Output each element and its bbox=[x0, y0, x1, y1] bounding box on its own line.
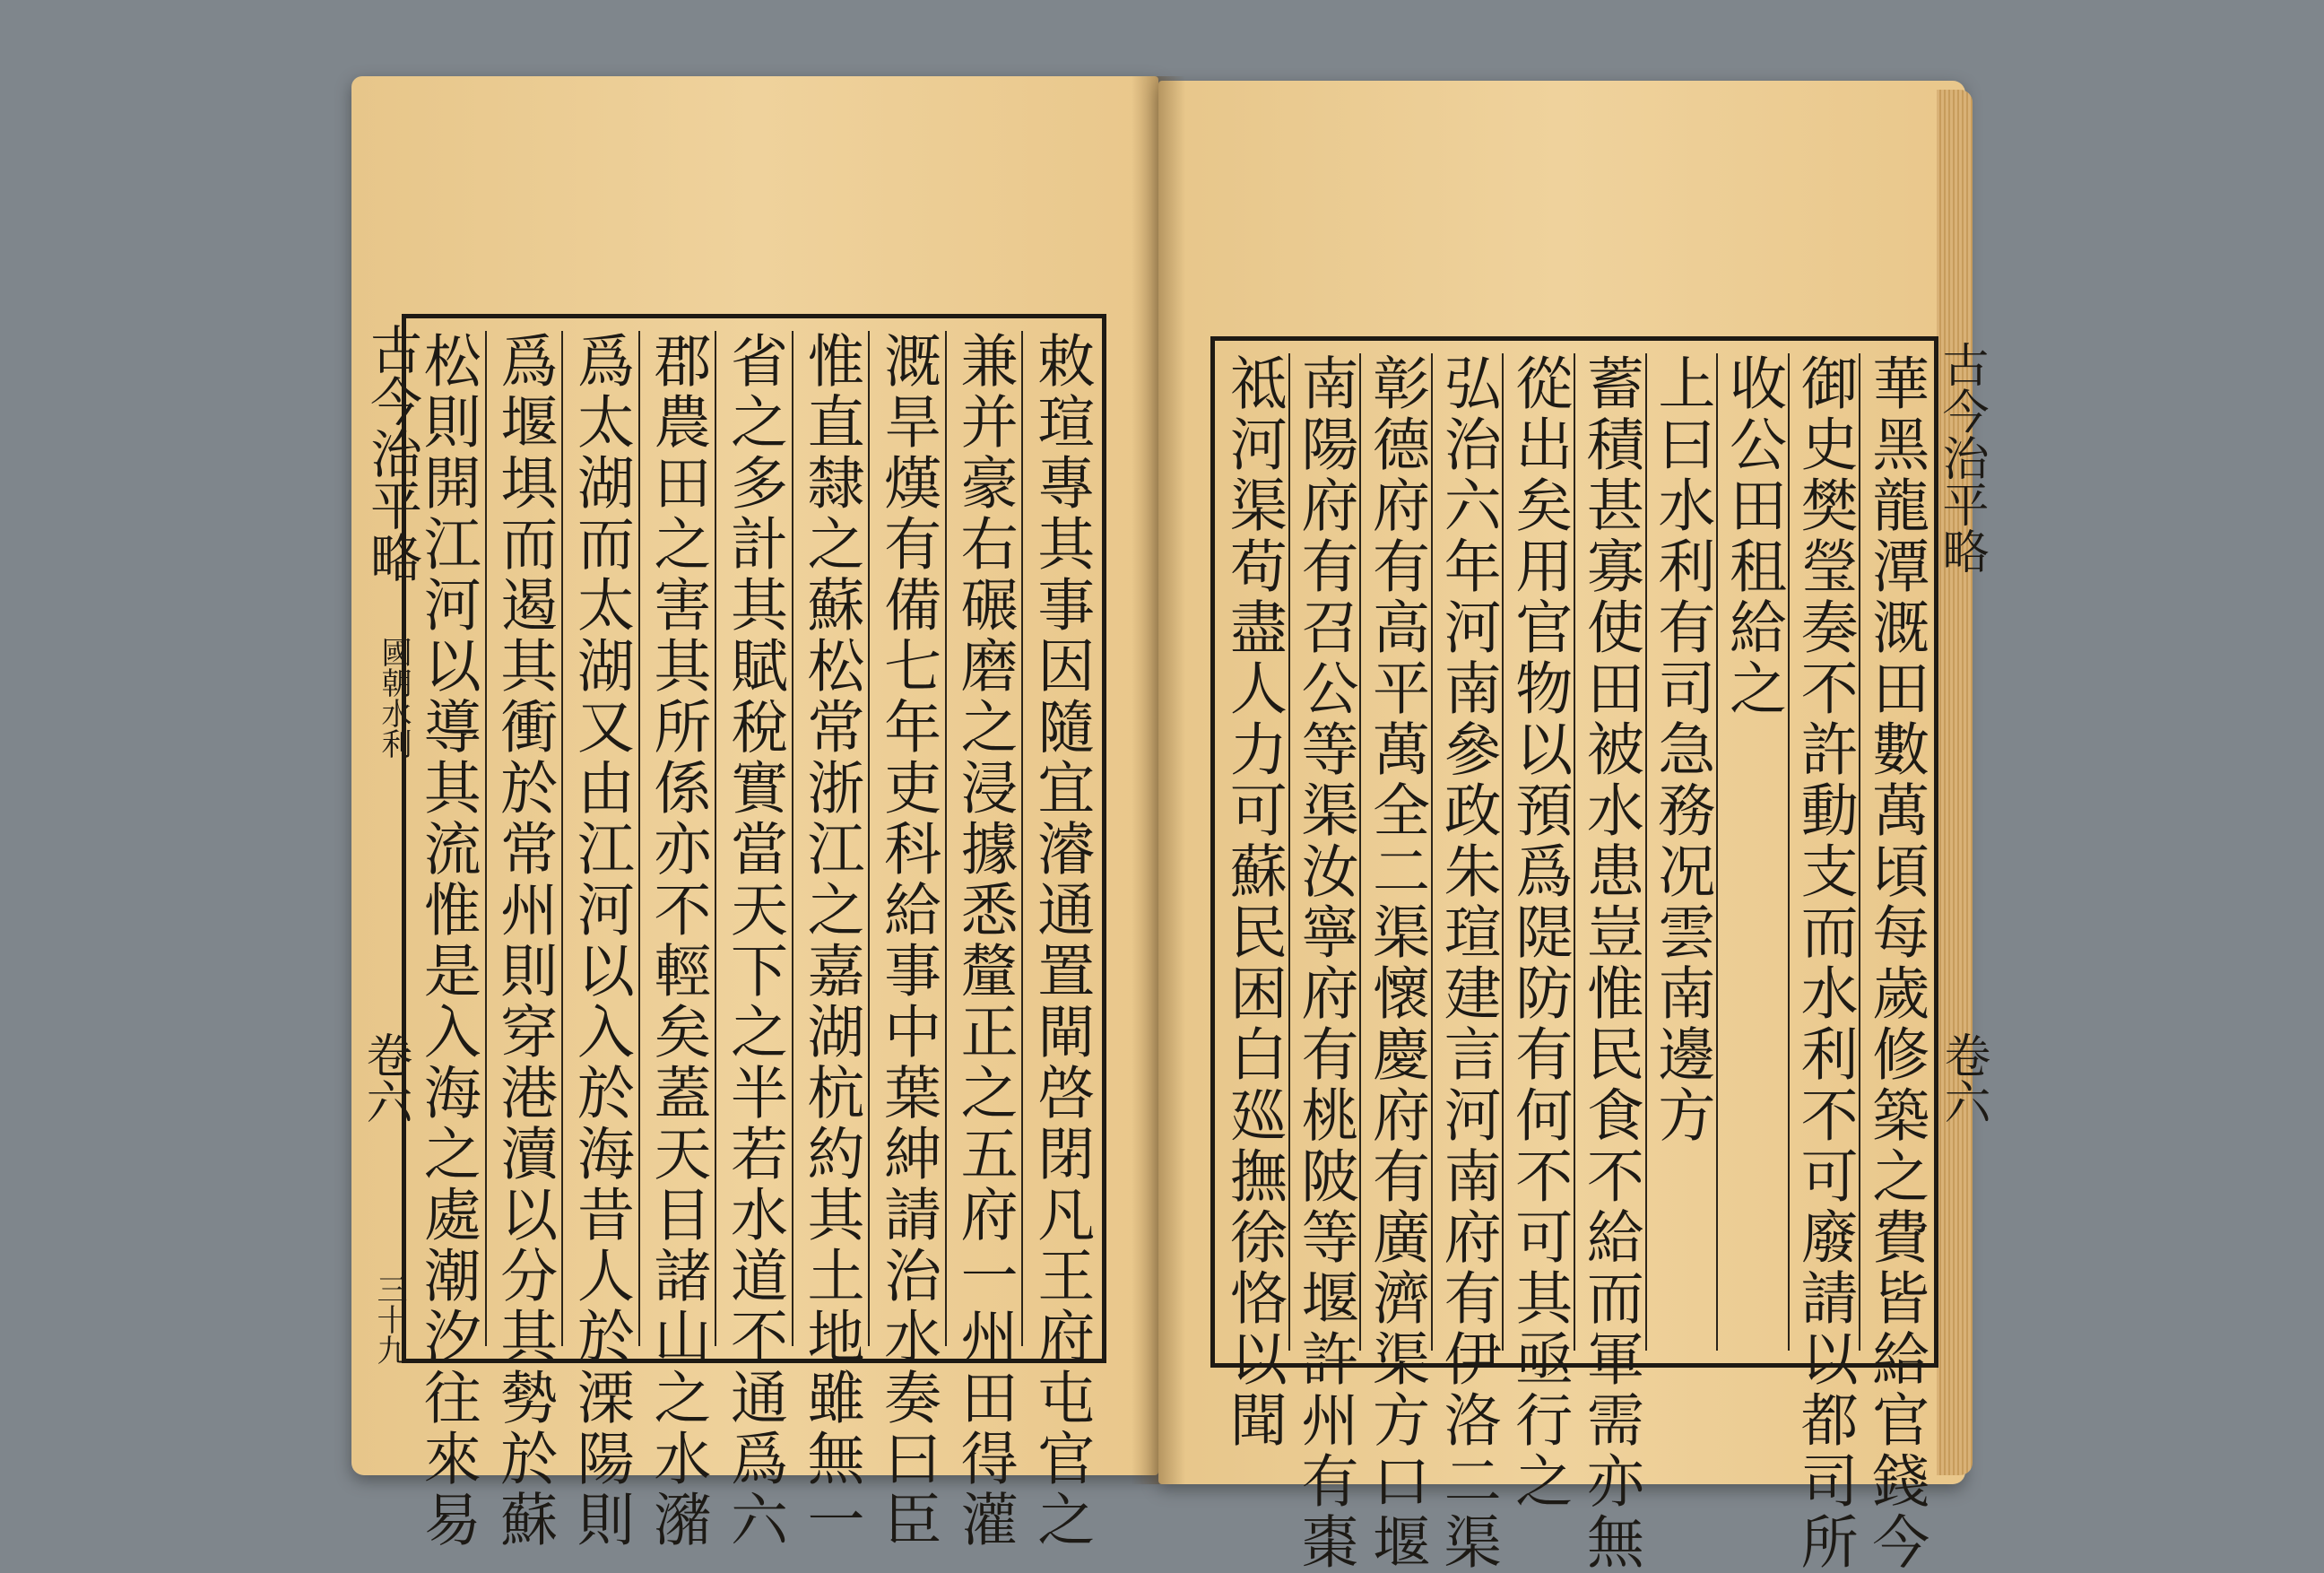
column-text: 省之多計其賦稅實當天下之半若水道不通爲六 bbox=[720, 331, 787, 1551]
column-text: 松則開江河以導其流惟是入海之處潮汐往來易 bbox=[413, 331, 481, 1551]
text-column bbox=[638, 331, 715, 1551]
column-text: 御史樊瑩奏不許動支而水利不可廢請以都司所 bbox=[1791, 353, 1858, 1573]
column-text: 彰德府有高平萬全二渠懷慶府有廣濟渠方口堰 bbox=[1363, 353, 1430, 1573]
text-column bbox=[1431, 353, 1503, 1573]
column-text: 郡農田之害其所係亦不輕矣蓋天目諸山之水瀦 bbox=[644, 331, 711, 1551]
left-margin-section: 國朝水利 bbox=[376, 637, 412, 759]
column-text: 祗河渠苟盡人力可蘇民困白廵撫徐恪以聞 bbox=[1219, 353, 1287, 1451]
column-text: 爲太湖而太湖又由江河以入於海昔人於溧陽則 bbox=[567, 331, 634, 1551]
text-column bbox=[1574, 353, 1645, 1573]
left-text-frame bbox=[402, 314, 1106, 1551]
text-column bbox=[485, 331, 562, 1551]
text-column bbox=[1218, 353, 1288, 1451]
page-edges bbox=[1937, 90, 1973, 1475]
text-column bbox=[715, 331, 792, 1551]
right-columns bbox=[1215, 341, 1934, 1573]
column-text: 蓄積甚寡使田被水患豈惟民食不給而軍需亦無 bbox=[1576, 353, 1643, 1573]
text-column bbox=[945, 331, 1022, 1551]
right-margin-volume: 卷六 bbox=[1936, 1031, 1990, 1125]
column-text: 兼并豪右碾磨之浸據悉釐正之五府一州田得灌 bbox=[950, 331, 1018, 1551]
text-column bbox=[1859, 353, 1930, 1573]
column-text: 惟直隸之蘇松常浙江之嘉湖杭約其土地雖無一 bbox=[797, 331, 864, 1551]
text-column bbox=[1788, 353, 1860, 1573]
book-gutter bbox=[1132, 76, 1185, 1484]
text-column bbox=[868, 331, 945, 1551]
column-text: 弘治六年河南參政朱瑄建言河南府有伊洛二渠 bbox=[1434, 353, 1501, 1573]
text-column bbox=[1645, 353, 1717, 1351]
left-columns bbox=[406, 318, 1102, 1551]
text-column bbox=[792, 331, 869, 1551]
text-column bbox=[1502, 353, 1574, 1512]
text-column bbox=[1359, 353, 1431, 1573]
text-column bbox=[1716, 353, 1788, 1351]
column-text: 華黑龍潭溉田數萬頃每歲修築之費皆給官錢今 bbox=[1862, 353, 1929, 1573]
column-text: 溉旱熯有備七年吏科給事中葉紳請治水奏曰臣 bbox=[874, 331, 941, 1551]
text-column bbox=[1021, 331, 1098, 1551]
left-margin-volume: 卷六 bbox=[358, 1031, 412, 1125]
column-text: 從出矣用官物以預爲隄防有何不可其亟行之 bbox=[1505, 353, 1573, 1512]
column-text: 上曰水利有司急務况雲南邊方 bbox=[1648, 353, 1715, 1146]
column-text: 爲堰埧而遏其衝於常州則穿港瀆以分其勢於蘇 bbox=[490, 331, 558, 1551]
left-margin-page-number: 三十九 bbox=[371, 1273, 407, 1365]
text-column bbox=[561, 331, 638, 1551]
text-column bbox=[1288, 353, 1360, 1573]
right-margin-title: 古今治平略 bbox=[1934, 341, 1988, 574]
text-column bbox=[410, 331, 485, 1551]
right-text-frame bbox=[1210, 336, 1938, 1573]
column-text: 收公田租給之 bbox=[1720, 353, 1787, 719]
left-margin-title: 古今治平略 bbox=[361, 323, 422, 583]
column-text: 南陽府有召公等渠汝寧府有桃陂等堰許州有棗 bbox=[1291, 353, 1358, 1573]
column-text: 敕瑄專其事因隨宜濬通置閘啓閉凡王府屯官之 bbox=[1028, 331, 1095, 1551]
